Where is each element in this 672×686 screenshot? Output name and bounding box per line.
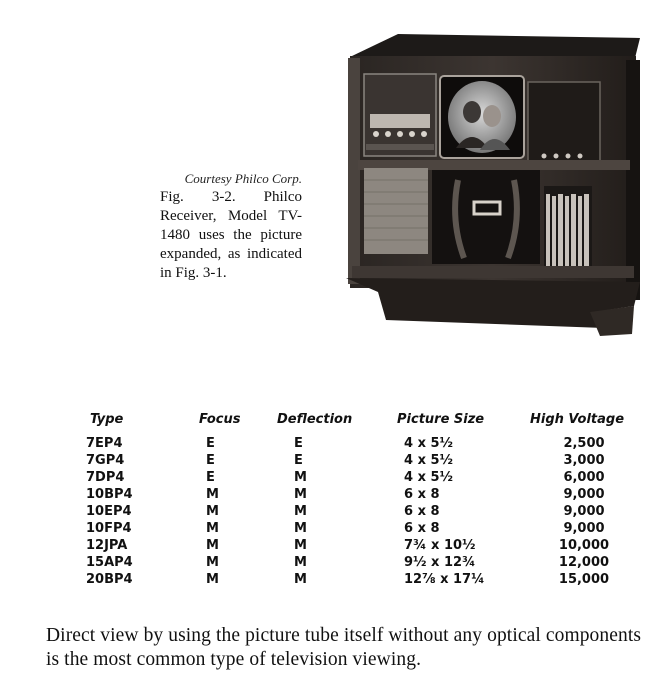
cell-picture-size: 9½ x 12¾ xyxy=(404,555,476,570)
cell-deflection: M xyxy=(294,504,307,519)
cell-high-voltage: 2,500 xyxy=(563,436,605,451)
cell-picture-size: 4 x 5½ xyxy=(404,470,453,485)
cell-focus: M xyxy=(206,555,219,570)
cell-high-voltage: 15,000 xyxy=(558,572,610,587)
cell-high-voltage: 9,000 xyxy=(563,504,605,519)
cell-focus: M xyxy=(206,487,219,502)
cell-deflection: M xyxy=(294,521,307,536)
header-focus: Focus xyxy=(199,412,241,427)
cell-type: 12JPA xyxy=(86,538,128,553)
cell-deflection: M xyxy=(294,470,307,485)
cell-picture-size: 6 x 8 xyxy=(404,487,440,502)
cell-deflection: M xyxy=(294,487,307,502)
cell-deflection: E xyxy=(294,453,303,468)
caption-text: Fig. 3-2. Philco Receiver, Model TV-1480 uses the picture expanded, as indicated in Fig. 3-1. xyxy=(160,189,302,281)
cell-type: 10EP4 xyxy=(86,504,132,519)
figure-caption xyxy=(160,170,302,283)
header-type: Type xyxy=(90,412,124,427)
table-row xyxy=(84,504,644,521)
table-row xyxy=(84,470,644,487)
cell-deflection: M xyxy=(294,538,307,553)
table-row xyxy=(84,555,644,572)
cell-deflection: M xyxy=(294,572,307,587)
cell-high-voltage: 6,000 xyxy=(563,470,605,485)
cell-type: 10FP4 xyxy=(86,521,132,536)
cell-type: 10BP4 xyxy=(86,487,133,502)
cell-focus: M xyxy=(206,572,219,587)
cell-picture-size: 7¾ x 10½ xyxy=(404,538,476,553)
body-paragraph: Direct view by using the picture tube itself without any optical components is the most common type of television viewing. xyxy=(46,624,642,670)
cell-deflection: M xyxy=(294,555,307,570)
philco-receiver-photo xyxy=(338,30,650,342)
cell-high-voltage: 3,000 xyxy=(563,453,605,468)
table-row xyxy=(84,453,644,470)
table-header xyxy=(84,412,644,430)
table-row xyxy=(84,487,644,504)
header-deflection: Deflection xyxy=(277,412,353,427)
cell-type: 7EP4 xyxy=(86,436,123,451)
header-high-voltage: High Voltage xyxy=(530,412,625,427)
table-row xyxy=(84,436,644,453)
cell-focus: M xyxy=(206,538,219,553)
cell-deflection: E xyxy=(294,436,303,451)
cell-type: 15AP4 xyxy=(86,555,133,570)
picture-tube-table xyxy=(84,412,644,589)
cell-focus: E xyxy=(206,470,215,485)
cell-picture-size: 6 x 8 xyxy=(404,521,440,536)
cell-picture-size: 12⅞ x 17¼ xyxy=(404,572,485,587)
cell-picture-size: 4 x 5½ xyxy=(404,436,453,451)
cell-high-voltage: 9,000 xyxy=(563,521,605,536)
table-row xyxy=(84,538,644,555)
table-row xyxy=(84,521,644,538)
cell-high-voltage: 10,000 xyxy=(558,538,610,553)
cell-high-voltage: 9,000 xyxy=(563,487,605,502)
header-picture-size: Picture Size xyxy=(397,412,485,427)
cell-picture-size: 4 x 5½ xyxy=(404,453,453,468)
cell-type: 20BP4 xyxy=(86,572,133,587)
photo-credit: Courtesy Philco Corp. xyxy=(184,171,302,186)
cell-type: 7GP4 xyxy=(86,453,125,468)
cell-picture-size: 6 x 8 xyxy=(404,504,440,519)
cell-focus: E xyxy=(206,436,215,451)
cell-high-voltage: 12,000 xyxy=(558,555,610,570)
cell-type: 7DP4 xyxy=(86,470,125,485)
cell-focus: E xyxy=(206,453,215,468)
table-row xyxy=(84,572,644,589)
cell-focus: M xyxy=(206,504,219,519)
cell-focus: M xyxy=(206,521,219,536)
